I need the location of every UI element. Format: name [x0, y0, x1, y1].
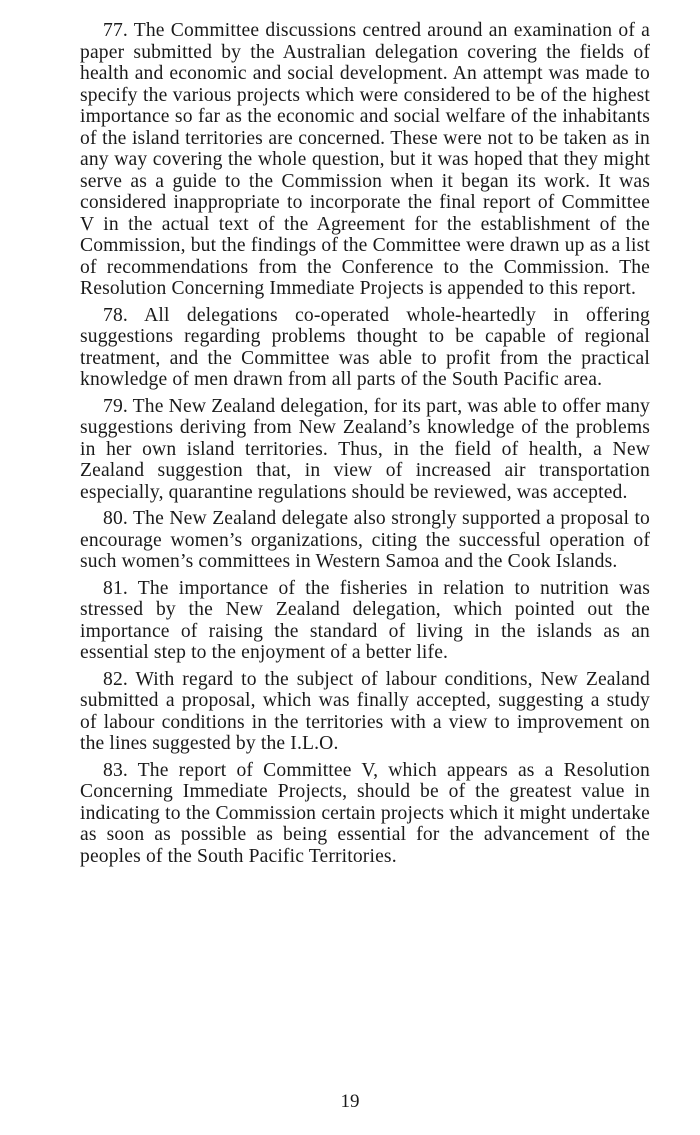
- paragraph-83: 83. The report of Committee V, which appears as a Resolution Concerning Immediate Projects, should be of the greatest value in indicating to the Commission certain projects which it might undertake as soon as possible as being essential for the advancement of the peoples of the South Pacific Territories.: [80, 759, 650, 867]
- paragraph-79: 79. The New Zealand delegation, for its part, was able to offer many suggestions deriving from New Zealand’s knowledge of the problems in her own island territories. Thus, in the field of health, a New Zealand suggestion that, in view of increased air transportation especially, quarantine regulations should be reviewed, was accepted.: [80, 395, 650, 503]
- paragraph-78: 78. All delegations co-operated whole-heartedly in offering suggestions regarding problems thought to be capable of regional treatment, and the Committee was able to profit from the practical knowledge of men drawn from all parts of the South Pacific area.: [80, 304, 650, 390]
- paragraph-80: 80. The New Zealand delegate also strongly supported a proposal to encourage women’s organizations, citing the successful operation of such women’s committees in Western Samoa and the Cook Islands.: [80, 508, 650, 572]
- paragraph-82: 82. With regard to the subject of labour conditions, New Zealand submitted a proposal, which was finally accepted, suggesting a study of labour conditions in the territories with a view to improvement on the lines suggested by the I.L.O.: [80, 668, 650, 754]
- paragraph-77: 77. The Committee discussions centred around an examination of a paper submitted by the Australian delegation covering the fields of health and economic and social development. An attempt was made to specify the various projects which were considered to be of the highest importance so far as the economic and social welfare of the inhabitants of the island territories are concerned. These were not to be taken as in any way covering the whole question, but it was hoped that they might serve as a guide to the Commission when it began its work. It was considered inappropriate to incorporate the final report of Committee V in the actual text of the Agreement for the establishment of the Commission, but the findings of the Committee were drawn up as a list of recommendations from the Conference to the Commission. The Resolution Concerning Immediate Projects is appended to this report.: [80, 20, 650, 299]
- document-body: [80, 20, 650, 872]
- paragraph-81: 81. The importance of the fisheries in relation to nutrition was stressed by the New Zealand delegation, which pointed out the importance of raising the standard of living in the islands as an essential step to the enjoyment of a better life.: [80, 577, 650, 663]
- page-number: 19: [340, 1091, 360, 1112]
